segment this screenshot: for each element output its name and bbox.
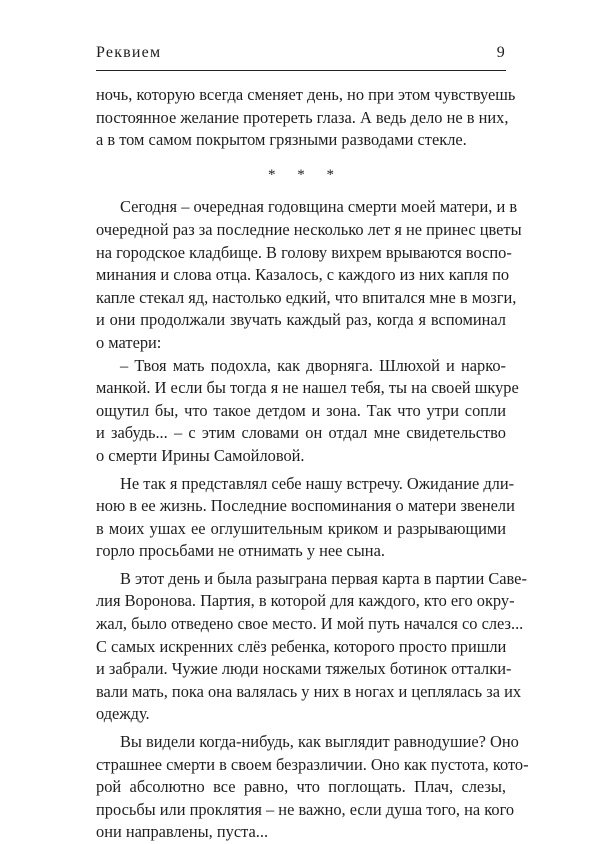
page-number: 9 (496, 44, 506, 61)
text-line: вали мать, пока она валялась у них в ногах и цеплялась за их (96, 681, 522, 701)
text-line: минания и слова отца. Казалось, с каждого из них капля по (96, 265, 510, 285)
running-header (96, 44, 506, 62)
paragraph (96, 568, 527, 726)
text-line: В этот день и была разыграна первая карта в партии Саве- (120, 568, 527, 588)
text-line: капле стекал яд, настолько едкий, что впитался мне в мозги, (96, 287, 517, 307)
text-line: страшнее смерти в своем безразличии. Оно как пустота, кото- (96, 754, 529, 774)
header-rule (96, 70, 506, 71)
text-line: в моих ушах ее оглушительным криком и разрывающими (96, 518, 506, 538)
text-line: постоянное желание протереть глаза. А ведь дело не в них, (96, 107, 509, 127)
text-line: одежду. (96, 704, 150, 724)
text-line: лия Воронова. Партия, в которой для каждого, кто его окру- (96, 591, 515, 611)
paragraph (96, 84, 516, 152)
text-line: и они продолжали звучать каждый раз, когда я вспоминал (96, 310, 506, 330)
text-line: ною в ее жизнь. Последние воспоминания о матери звенели (96, 496, 515, 516)
text-line: рой абсолютно все равно, что поглощать. Плач, слезы, (96, 777, 506, 797)
text-line: просьбы или проклятия – не важно, если душа того, на кого (96, 799, 515, 819)
text-line: на городское кладбище. В голову вихрем врываются воспо- (96, 242, 512, 262)
section-separator: * * * (268, 166, 343, 183)
text-line: ощутил бы, что такое детдом и зона. Так что утри сопли (96, 400, 506, 420)
text-line: и забудь... – с этим словами он отдал мне свидетельство (96, 423, 506, 443)
paragraph (96, 473, 515, 563)
text-line: о матери: (96, 332, 162, 352)
text-line: Сегодня – очередная годовщина смерти моей матери, и в (120, 197, 518, 217)
page-body (96, 84, 529, 844)
text-line: ночь, которую всегда сменяет день, но при этом чувствуешь (96, 85, 516, 104)
text-line: и забрали. Чужие люди носками тяжелых ботинок отталки- (96, 659, 512, 679)
text-line: Не так я представлял себе нашу встречу. Ожидание дли- (120, 473, 515, 493)
paragraph (96, 196, 522, 354)
text-line: манкой. И если бы тогда я не нашел тебя, ты на своей шкуре (96, 378, 519, 398)
text-line: очередной раз за последние несколько лет я не принес цветы (96, 219, 522, 239)
text-line: жал, было отведено свое место. И мой путь начался со слез... (96, 614, 524, 634)
text-line: горло просьбами не отнимать у нее сына. (96, 541, 385, 561)
text-line: о смерти Ирины Самойловой. (96, 445, 305, 465)
text-line: они направлены, пуста... (96, 822, 269, 842)
text-line: Вы видели когда-нибудь, как выглядит равнодушие? Оно (120, 732, 519, 752)
running-title: Реквием (96, 44, 162, 61)
paragraph (96, 355, 519, 468)
text-line: – Твоя мать подохла, как дворняга. Шлюхой и нарко- (120, 355, 506, 375)
text-line: С самых искренних слёз ребенка, которого просто пришли (96, 636, 507, 656)
text-line: а в том самом покрытом грязными разводами стекле. (96, 130, 467, 150)
paragraph (96, 731, 529, 844)
